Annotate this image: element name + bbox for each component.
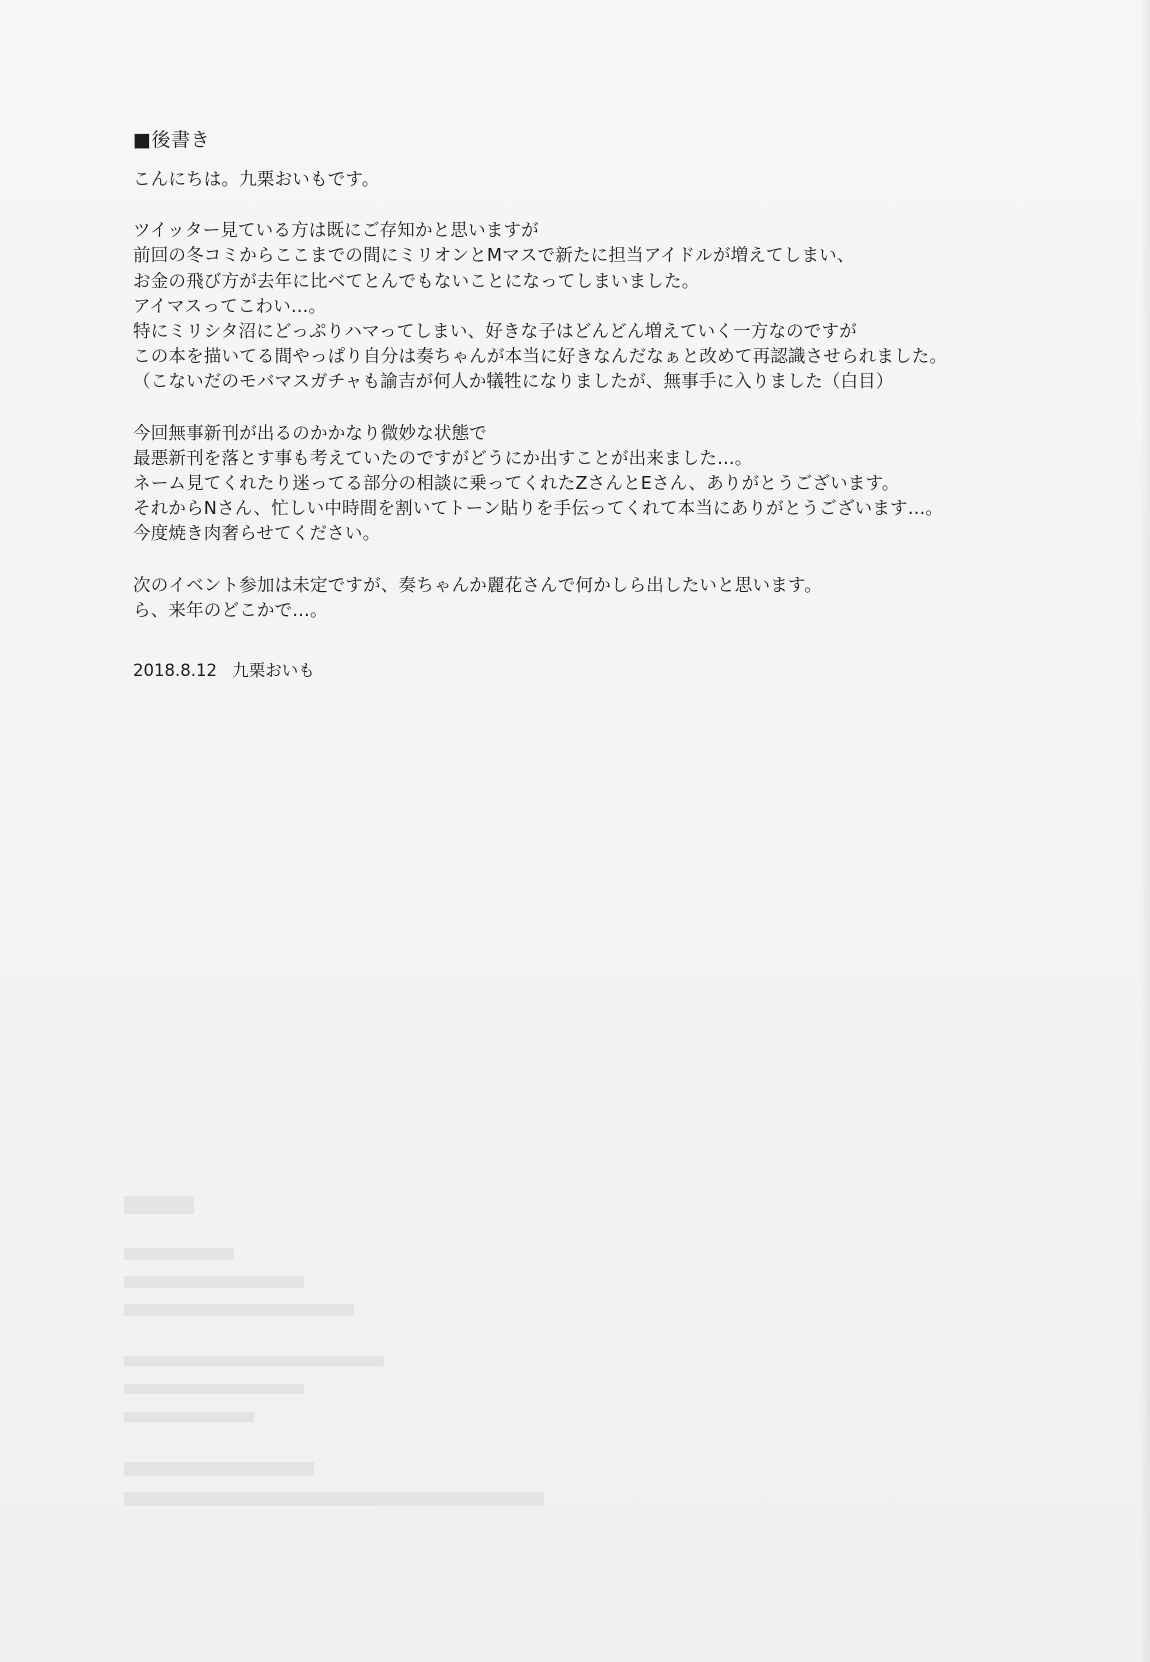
text-line: 前回の冬コミからここまでの間にミリオンとMマスで新たに担当アイドルが増えてしまい、 [133,246,855,267]
text-line: 今度焼き肉奢らせてください。 [133,524,381,545]
paragraph-next-event [133,574,1033,624]
page-edge-shadow [1140,0,1150,1662]
paragraph-thanks [133,422,1033,548]
text-line: お金の飛び方が去年に比べてとんでもないことになってしまいました。 [133,271,700,292]
signature-author: 九栗おいも [232,661,315,681]
afterword [133,124,1033,684]
text-line: 最悪新刊を落とす事も考えていたのですがどうにか出すことが出来ました…。 [133,448,753,469]
signature [133,658,1033,684]
text-line: それからNさん、忙しい中時間を割いてトーン貼りを手伝ってくれて本当にありがとうございます…。 [133,499,944,520]
afterword-heading: ■後書き [133,129,210,151]
text-line: こんにちは。九栗おいもです。 [133,170,380,190]
show-through-shadow [124,1196,544,1506]
text-line: ツイッター見ている方は既にご存知かと思いますが [133,221,539,242]
text-line: ネーム見てくれたり迷ってる部分の相談に乗ってくれたZさんとEさん、ありがとうございます。 [133,474,900,495]
text-line: 特にミリシタ沼にどっぷりハマってしまい、好きな子はどんどん増えていく一方なのですが [133,322,857,343]
text-line: 今回無事新刊が出るのかかなり微妙な状態で [133,423,487,444]
text-line: この本を描いてる間やっぱり自分は奏ちゃんが本当に好きなんだなぁと改めて再認識させられました。 [133,347,948,368]
text-line: （こないだのモバマスガチャも諭吉が何人か犠牲になりましたが、無事手に入りました（白目） [133,372,894,393]
text-line: 次のイベント参加は未定ですが、奏ちゃんか麗花さんで何かしら出したいと思います。 [133,575,822,596]
signature-date: 2018.8.12 [133,661,217,681]
paragraph-idolmaster [133,219,1033,395]
text-line: アイマスってこわい…。 [133,296,327,317]
text-line: ら、来年のどこかで…。 [133,600,328,621]
paragraph-greeting [133,168,1033,193]
